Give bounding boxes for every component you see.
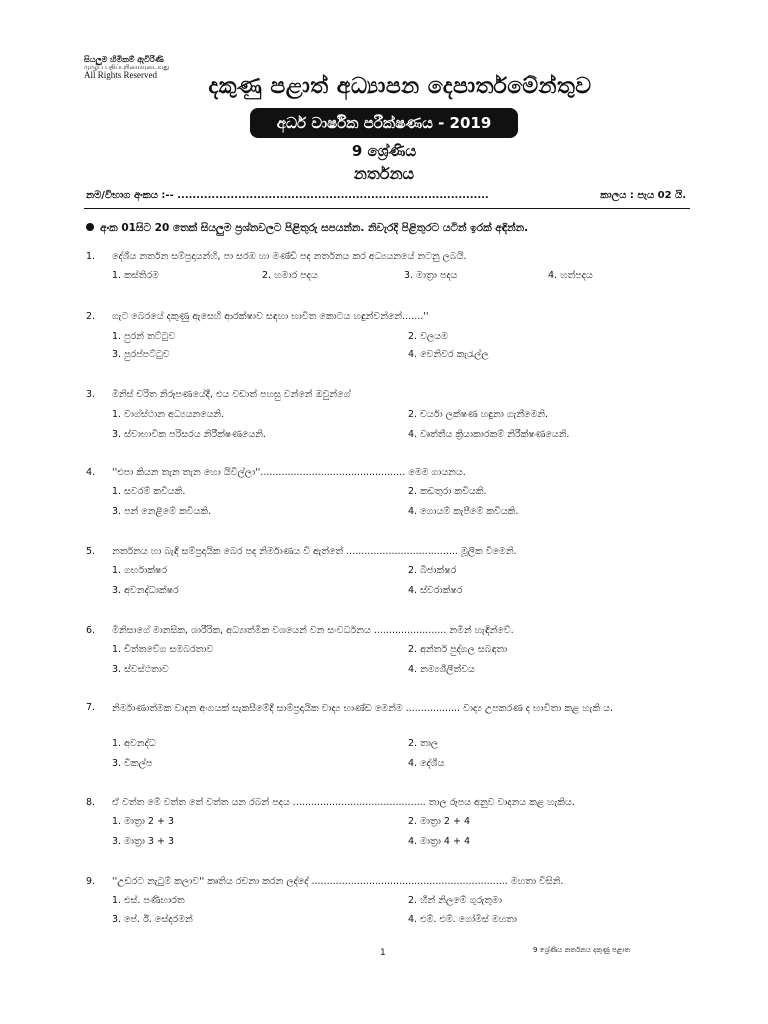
question-stem: ''උඩරට නැටුම් කලාව'' කෘතිය රචනා කරන ලද්දේ ................................................................. මහතා විසිනි.: [112, 876, 564, 887]
bullet-icon: [86, 223, 94, 231]
index-label: නම/විභාග අංකය :-- ..................................................................................: [86, 190, 489, 201]
option-3[interactable]: 3. මාත්‍රා පදය: [404, 270, 458, 281]
option-2[interactable]: 2. බීජාක්ෂර: [408, 565, 457, 576]
option-2[interactable]: 2. හමාර පදය: [262, 270, 318, 281]
option-1[interactable]: 1. කස්තිරම: [112, 270, 159, 281]
exam-banner: අර්ධ වාර්ෂික පරීක්ෂණය - 2019: [250, 108, 518, 138]
option-1[interactable]: 1. සවරම් කවියකි.: [112, 486, 186, 497]
option-3[interactable]: 3. පන් නෙළීමේ කවියකි.: [112, 506, 212, 517]
option-2[interactable]: 2. කඩතුරා කවියකි.: [408, 486, 487, 497]
option-1[interactable]: 1. අවනද්ධ: [112, 738, 156, 749]
option-3[interactable]: 3. විකල්ප: [112, 758, 153, 769]
option-2[interactable]: 2. චර්යා ලක්ෂණ හඳුනා ගැනීමෙනි.: [408, 409, 549, 420]
question-stem: ගැට බෙරයේ දකුණු ඇසෙහි ආරක්ෂාව සඳහා භාවිත කොටය හඳුන්වන්නේ.......'': [112, 311, 429, 322]
instruction: [86, 222, 686, 235]
question-stem: මිනිසාගේ මානසික, ශාරීරික, අධ්‍යාත්මික වශයෙන් වන සංවර්ධනය ........................ නමින් හැඳින්වේ.: [112, 625, 514, 636]
option-4[interactable]: 4. වෘත්තීය ක්‍රියාකාරකම් නිරීක්ෂණයෙනි.: [408, 429, 570, 440]
question-number: 7.: [86, 702, 96, 713]
question-number: 8.: [86, 797, 96, 808]
question-stem: මිනිස් චරිත නිරූපණයේදී, එය වඩාත් පහසු වන්නේ ඔවුන්ගේ: [112, 389, 351, 400]
grade-title: 9 ශ්‍රේණිය: [351, 142, 417, 160]
option-2[interactable]: 2. අන්තර් පුද්ගල සබඳතා: [408, 644, 508, 655]
option-4[interactable]: 4. එම්. එම්. ගෝමිස් මහතා: [408, 914, 517, 925]
option-1[interactable]: 1. ගර්භාක්ෂර: [112, 565, 168, 576]
option-3[interactable]: 3. පුරප්පට්ටුව: [112, 349, 170, 360]
header-divider: [84, 208, 690, 209]
option-2[interactable]: 2. වලයම: [408, 331, 448, 342]
question-number: 5.: [86, 546, 96, 557]
option-4[interactable]: 4. මාත්‍රා 4 + 4: [408, 836, 470, 847]
question-number: 4.: [86, 467, 96, 478]
question-stem: නර්තනය හා බැඳි සම්ප්‍රදායික බෙර පද නිර්මාණය වී ඇත්තේ ..................................... මූලික වීමෙනි.: [112, 546, 517, 557]
option-2[interactable]: 2. මාත්‍රා 2 + 4: [408, 816, 470, 827]
time-label: කාලය : පැය 02 යි.: [600, 190, 686, 201]
option-4[interactable]: 4. වෙනිවර කැරැල්ල: [408, 349, 489, 360]
option-4[interactable]: 4. නම්‍යශීලීත්වය: [408, 664, 475, 675]
copyright-sinhala: සියලුම හිමිකම් ඇවිරිණි: [84, 55, 164, 64]
option-1[interactable]: 1. එස්. පණිභාරත: [112, 895, 185, 906]
index-line: [86, 190, 686, 201]
question-stem: නිර්මාණාත්මක වාදන අංගයක් සැකසීමේදී සාම්ප්‍රදායික වාද්‍ය භාණ්ඩ මෙන්ම .................. වාද්‍ය උපකරණ ද භාවිතා කළ හැකි ය.: [112, 703, 614, 714]
copyright-tamil: முழுப் பதிப்புரிமையுடையது: [84, 63, 170, 72]
question-number: 9.: [86, 876, 96, 887]
option-1[interactable]: 1. චිත්තවේග සමබරතාව: [112, 644, 214, 655]
option-3[interactable]: 3. අවනද්ධාක්ෂර: [112, 585, 179, 596]
question-number: 3.: [86, 389, 96, 400]
question-stem: ''එපා කියන තැන තැන හො යිවිල්ලා''................................................ මෙම ගායනය.: [112, 467, 466, 478]
department-title: දකුණු පළාත් අධ්‍යාපන දෙපාර්තමේන්තුව: [208, 74, 592, 99]
subject-title: නර්තනය: [353, 164, 415, 183]
option-4[interactable]: 4. ගොයම් කැපීමේ කවියකි.: [408, 506, 519, 517]
question-stem: දේශීය නර්තන සම්ප්‍රදායන්හි, පා සරඹ හා මණ්ඩි පද නර්තනය කර අධ්‍යයනයේ නටනු ලබයි.: [112, 251, 467, 262]
option-1[interactable]: 1. වාග්ස්ථාන අධ්‍යයනයෙනි.: [112, 409, 225, 420]
option-3[interactable]: 3. ස්වස්ථතාව: [112, 664, 169, 675]
instruction-text: අංක 01සිට 20 තෙක් සියලුම ප්‍රශ්නවලට පිළිතුරු සපයන්න. නිවැරදි පිළිතුරට යටින් ඉරක් අඳින්න.: [100, 222, 529, 234]
page-number: 1: [380, 948, 386, 958]
option-2[interactable]: 2. තාල: [408, 738, 439, 749]
footer-note: 9 ශ්‍රේණිය නර්තනය දකුණු පළාත: [533, 946, 631, 954]
option-4[interactable]: 4. හත්පදය: [548, 270, 593, 281]
option-4[interactable]: 4. ස්වරාක්ෂර: [408, 585, 463, 596]
option-4[interactable]: 4. දේශීය: [408, 758, 445, 769]
option-1[interactable]: 1. මාත්‍රා 2 + 3: [112, 816, 174, 827]
question-number: 6.: [86, 625, 96, 636]
option-1[interactable]: 1. පුරන් තට්ටුව: [112, 331, 176, 342]
option-2[interactable]: 2. හීන් නිලමේ ගුරුතුමා: [408, 895, 502, 906]
question-number: 1.: [86, 251, 96, 262]
copyright-english: All Rights Reserved: [84, 70, 157, 81]
question-number: 2.: [86, 311, 96, 322]
option-3[interactable]: 3. පේ. ඊ. සේදරමන්: [112, 914, 193, 925]
option-3[interactable]: 3. ස්වාභාවික පරිසරය නිරීක්ෂණයෙනි.: [112, 429, 266, 440]
option-3[interactable]: 3. මාත්‍රා 3 + 3: [112, 836, 174, 847]
question-stem: ඒ වත්ත මේ වත්ත තේ වත්ත යන රබන් පදය ............................................ තාල රූපය අනුව වාදනය කළ හැකිය.: [112, 797, 575, 808]
